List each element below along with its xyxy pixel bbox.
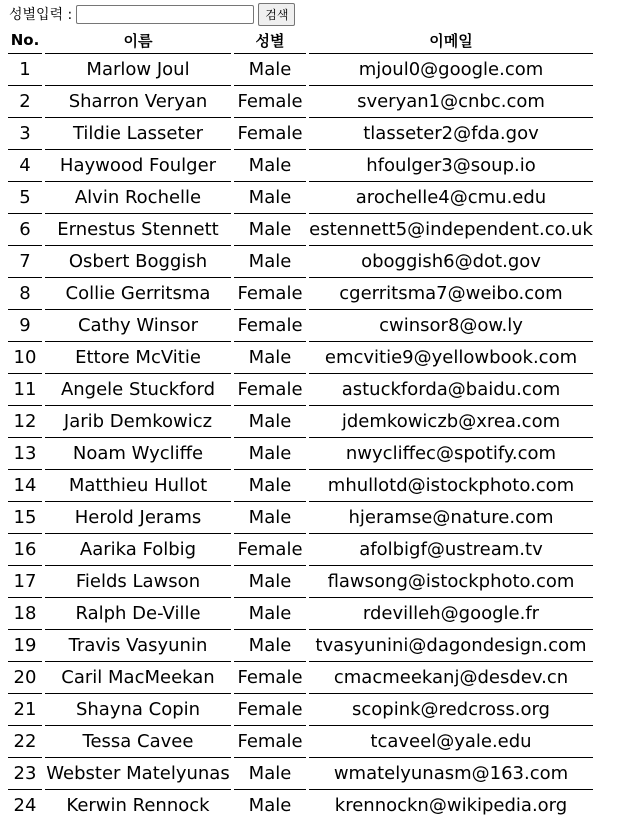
table-row: [8, 790, 593, 818]
cell-gender: Male: [233, 758, 308, 790]
search-button[interactable]: 검색: [258, 3, 295, 26]
cell-gender: Male: [233, 182, 308, 214]
cell-name: Matthieu Hullot: [44, 470, 233, 502]
cell-name: Tildie Lasseter: [44, 118, 233, 150]
table-row: [8, 150, 593, 182]
cell-gender: Female: [233, 86, 308, 118]
cell-gender: Male: [233, 246, 308, 278]
cell-email: hfoulger3@soup.io: [308, 150, 594, 182]
cell-gender: Male: [233, 630, 308, 662]
table-row: [8, 54, 593, 86]
cell-email: tcaveel@yale.edu: [308, 726, 594, 758]
cell-no: 21: [8, 694, 44, 726]
cell-no: 15: [8, 502, 44, 534]
cell-email: arochelle4@cmu.edu: [308, 182, 594, 214]
cell-no: 6: [8, 214, 44, 246]
cell-gender: Female: [233, 118, 308, 150]
cell-no: 24: [8, 790, 44, 818]
cell-email: tlasseter2@fda.gov: [308, 118, 594, 150]
cell-email: mhullotd@istockphoto.com: [308, 470, 594, 502]
cell-email: mjoul0@google.com: [308, 54, 594, 86]
cell-gender: Female: [233, 534, 308, 566]
cell-gender: Male: [233, 598, 308, 630]
table-row: [8, 438, 593, 470]
cell-email: astuckforda@baidu.com: [308, 374, 594, 406]
cell-email: nwycliffec@spotify.com: [308, 438, 594, 470]
cell-email: cwinsor8@ow.ly: [308, 310, 594, 342]
header-no: No.: [8, 27, 44, 54]
table-row: [8, 758, 593, 790]
cell-email: jdemkowiczb@xrea.com: [308, 406, 594, 438]
cell-no: 16: [8, 534, 44, 566]
cell-gender: Female: [233, 694, 308, 726]
cell-no: 8: [8, 278, 44, 310]
cell-no: 23: [8, 758, 44, 790]
header-gender: 성별: [233, 27, 308, 54]
cell-no: 12: [8, 406, 44, 438]
cell-no: 20: [8, 662, 44, 694]
cell-no: 5: [8, 182, 44, 214]
cell-email: wmatelyunasm@163.com: [308, 758, 594, 790]
table-row: [8, 310, 593, 342]
cell-name: Osbert Boggish: [44, 246, 233, 278]
cell-gender: Male: [233, 214, 308, 246]
cell-no: 11: [8, 374, 44, 406]
cell-email: cgerritsma7@weibo.com: [308, 278, 594, 310]
cell-name: Noam Wycliffe: [44, 438, 233, 470]
cell-no: 3: [8, 118, 44, 150]
table-row: [8, 278, 593, 310]
cell-email: sveryan1@cnbc.com: [308, 86, 594, 118]
cell-name: Ettore McVitie: [44, 342, 233, 374]
cell-name: Caril MacMeekan: [44, 662, 233, 694]
table-body: [8, 54, 593, 818]
table-row: [8, 630, 593, 662]
cell-name: Angele Stuckford: [44, 374, 233, 406]
table-row: [8, 246, 593, 278]
cell-no: 17: [8, 566, 44, 598]
cell-no: 2: [8, 86, 44, 118]
cell-name: Sharron Veryan: [44, 86, 233, 118]
table-row: [8, 598, 593, 630]
table-row: [8, 534, 593, 566]
cell-gender: Male: [233, 406, 308, 438]
cell-name: Alvin Rochelle: [44, 182, 233, 214]
cell-name: Aarika Folbig: [44, 534, 233, 566]
cell-gender: Female: [233, 726, 308, 758]
cell-name: Webster Matelyunas: [44, 758, 233, 790]
table-row: [8, 342, 593, 374]
cell-email: hjeramse@nature.com: [308, 502, 594, 534]
cell-email: cmacmeekanj@desdev.cn: [308, 662, 594, 694]
table-header-row: [8, 27, 593, 54]
header-name: 이름: [44, 27, 233, 54]
cell-email: afolbigf@ustream.tv: [308, 534, 594, 566]
cell-email: emcvitie9@yellowbook.com: [308, 342, 594, 374]
table-row: [8, 566, 593, 598]
cell-gender: Male: [233, 342, 308, 374]
cell-name: Shayna Copin: [44, 694, 233, 726]
cell-email: estennett5@independent.co.uk: [308, 214, 594, 246]
table-row: [8, 182, 593, 214]
cell-email: tvasyunini@dagondesign.com: [308, 630, 594, 662]
cell-gender: Female: [233, 662, 308, 694]
cell-gender: Female: [233, 278, 308, 310]
search-label: 성별입력 :: [9, 7, 73, 23]
cell-no: 18: [8, 598, 44, 630]
cell-gender: Male: [233, 54, 308, 86]
cell-name: Herold Jerams: [44, 502, 233, 534]
cell-gender: Female: [233, 310, 308, 342]
cell-name: Jarib Demkowicz: [44, 406, 233, 438]
cell-gender: Male: [233, 438, 308, 470]
table-row: [8, 470, 593, 502]
table-row: [8, 406, 593, 438]
cell-no: 10: [8, 342, 44, 374]
cell-no: 9: [8, 310, 44, 342]
cell-no: 22: [8, 726, 44, 758]
cell-email: scopink@redcross.org: [308, 694, 594, 726]
cell-gender: Male: [233, 790, 308, 818]
header-email: 이메일: [308, 27, 594, 54]
cell-name: Collie Gerritsma: [44, 278, 233, 310]
cell-gender: Male: [233, 502, 308, 534]
table-row: [8, 726, 593, 758]
cell-email: flawsong@istockphoto.com: [308, 566, 594, 598]
cell-no: 1: [8, 54, 44, 86]
gender-search-input[interactable]: [76, 5, 254, 24]
cell-email: rdevilleh@google.fr: [308, 598, 594, 630]
cell-gender: Male: [233, 470, 308, 502]
table-row: [8, 502, 593, 534]
cell-gender: Male: [233, 566, 308, 598]
cell-name: Ernestus Stennett: [44, 214, 233, 246]
table-row: [8, 662, 593, 694]
table-row: [8, 214, 593, 246]
cell-no: 19: [8, 630, 44, 662]
cell-no: 7: [8, 246, 44, 278]
cell-name: Kerwin Rennock: [44, 790, 233, 818]
cell-gender: Male: [233, 150, 308, 182]
table-row: [8, 118, 593, 150]
cell-no: 4: [8, 150, 44, 182]
cell-no: 13: [8, 438, 44, 470]
table-row: [8, 374, 593, 406]
search-bar: [9, 2, 295, 26]
cell-name: Travis Vasyunin: [44, 630, 233, 662]
cell-no: 14: [8, 470, 44, 502]
table-row: [8, 694, 593, 726]
cell-name: Ralph De-Ville: [44, 598, 233, 630]
table-row: [8, 86, 593, 118]
cell-name: Tessa Cavee: [44, 726, 233, 758]
cell-name: Cathy Winsor: [44, 310, 233, 342]
cell-name: Marlow Joul: [44, 54, 233, 86]
cell-name: Fields Lawson: [44, 566, 233, 598]
cell-email: oboggish6@dot.gov: [308, 246, 594, 278]
user-table: [8, 27, 593, 818]
cell-name: Haywood Foulger: [44, 150, 233, 182]
cell-gender: Female: [233, 374, 308, 406]
cell-email: krennockn@wikipedia.org: [308, 790, 594, 818]
